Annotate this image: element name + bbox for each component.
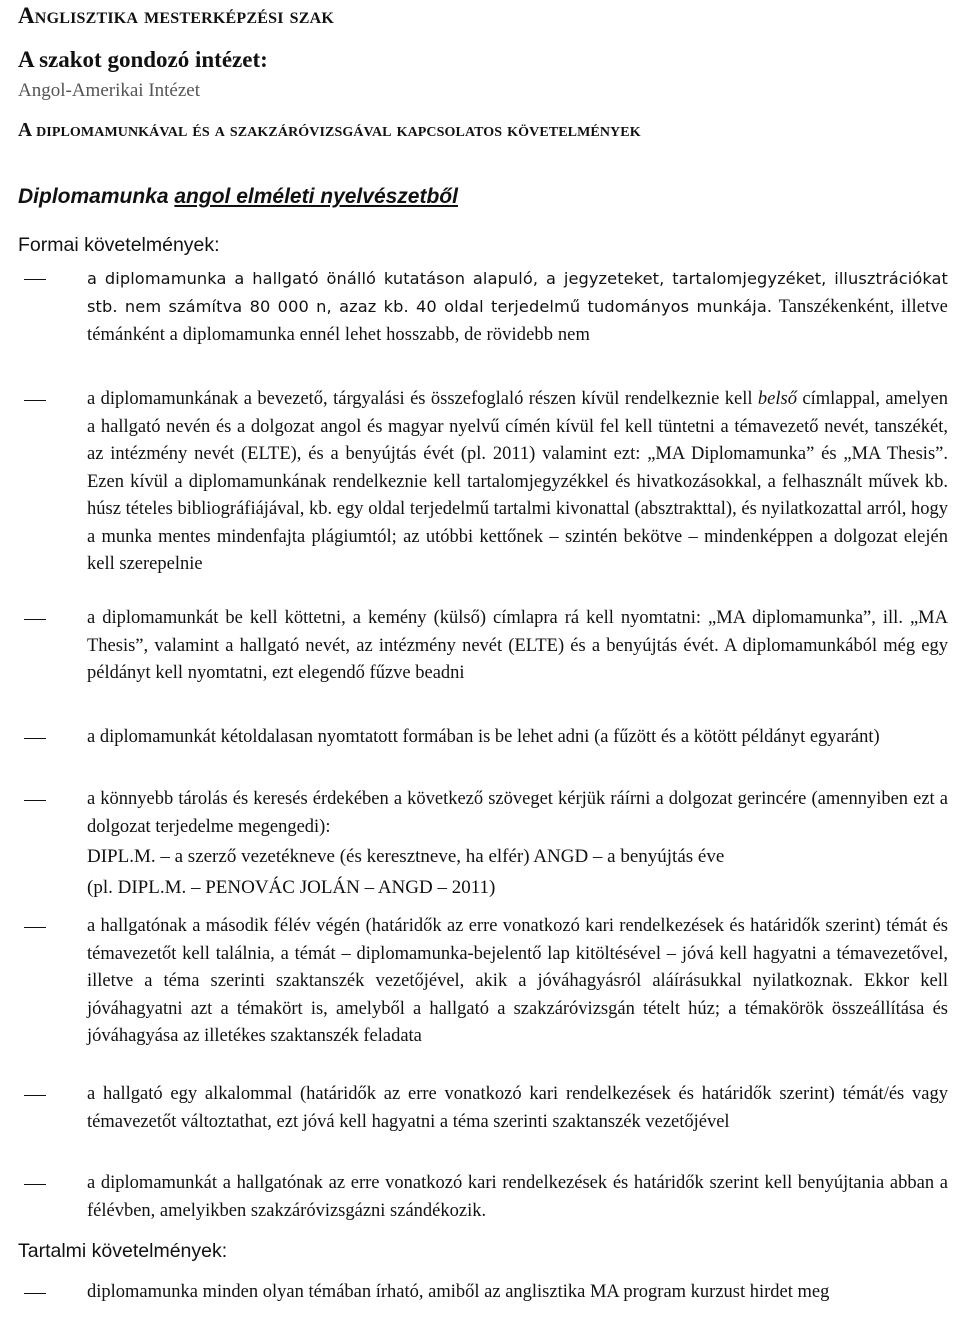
list-item (20, 913, 948, 1051)
content-requirements-heading: Tartalmi követelmények: (18, 1240, 228, 1262)
list-item (20, 1279, 948, 1307)
program-title: Anglisztika mesterképzési szak (18, 3, 334, 28)
list-item-text: a hallgató egy alkalommal (határidők az erre vonatkozó kari rendelkezések és határidők szerint) témát/és vagy témavezetőt változtathat, ezt jóvá kell hagyatni a téma szerinti szaktanszék vezetőjével (87, 1084, 948, 1132)
list-item-text (87, 265, 948, 349)
dash-bullet (24, 738, 46, 739)
dash-bullet (24, 279, 46, 280)
dash-bullet (24, 800, 46, 801)
list-item (20, 386, 948, 579)
institute-name: Angol-Amerikai Intézet (18, 80, 201, 101)
list-item-text-emphasis: belső (757, 389, 797, 409)
list-item-text-tail: Tanszékenként, illetve témánként a diplomamunka ennél lehet hosszabb, de rövidebb nem (87, 297, 948, 345)
thesis-heading-prefix: Diplomamunka (18, 185, 175, 208)
dash-bullet (24, 1293, 46, 1294)
dash-bullet (24, 400, 46, 401)
list-item-text: a diplomamunkát be kell köttetni, a kemény (külső) címlapra rá kell nyomtatni: „MA diplomamunka”, ill. „MA Thesis”, valamint a hallgató nevét, az intézmény nevét (ELTE) és a benyújtás évét. A diplomamunkából még egy példányt kell nyomtatni, ezt elegendő fűzve beadni (87, 608, 948, 683)
dash-bullet (24, 1095, 46, 1096)
list-item-text: a hallgatónak a második félév végén (határidők az erre vonatkozó kari rendelkezések és határidők szerint) témát és témavezetőt kell találnia, a témát – diplomamunka-bejelentő lap kitöltésével – jóvá kell hagyatni a témavezetővel, illetve a téma szerinti szaktanszék vezetőjével, akik a jóváhagyásról aláírásukkal nyilatkoznak. Ekkor kell jóváhagyatni azt a témakört is, amelyből a hallgató a szakzáróvizsgán tételt húz; a témakörök összeállítása és jóváhagyása az illetékes szaktanszék feladata (87, 916, 948, 1046)
list-item (20, 1081, 948, 1136)
list-item-text: a diplomamunkát a hallgatónak az erre vonatkozó kari rendelkezések és határidők szerint kell benyújtania abban a félévben, amelyikben szakzáróvizsgázni szándékozik. (87, 1173, 948, 1221)
dash-bullet (24, 1184, 46, 1185)
list-item-text (87, 386, 948, 579)
list-item-text-before: a diplomamunkának a bevezető, tárgyalási és összefoglaló részen kívül rendelkeznie kell (87, 389, 758, 409)
thesis-heading (18, 185, 458, 209)
list-item (20, 605, 948, 688)
requirements-title: A diplomamunkával és a szakzáróvizsgával kapcsolatos követelmények (18, 120, 641, 141)
spine-example: (pl. DIPL.M. – PENOVÁC JOLÁN – ANGD – 2011) (87, 877, 496, 898)
spine-format: DIPL.M. – a szerző vezetékneve (és keresztneve, ha elfér) ANGD – a benyújtás éve (87, 846, 725, 867)
list-item (20, 1170, 948, 1225)
list-item (20, 786, 948, 841)
list-item (20, 265, 948, 349)
dash-bullet (24, 619, 46, 620)
list-item-text: a könnyebb tárolás és keresés érdekében a következő szöveget kérjük ráírni a dolgozat gerincére (amennyiben ezt a dolgozat terjedelme megengedi): (87, 789, 948, 837)
formal-requirements-heading: Formai követelmények: (18, 234, 220, 256)
list-item-text-after: címlappal, amelyen a hallgató nevén és a dolgozat angol és magyar nyelvű címén kívül fel kell tüntetni a témavezető nevét, tanszékét, az intézmény nevét (ELTE), és a benyújtás évét (pl. 2011) valamint ezt: „MA Diplomamunka” és „MA Thesis”. Ezen kívül a diplomamunkának rendelkeznie kell tartalomjegyzékkel és hivatkozásokkal, a felhasznált művek kb. húsz tételes bibliográfiájával, kb. egy oldal terjedelmű tartalmi kivonattal (absztrakttal), és nyilatkozattal arról, hogy a munka mentes mindenfajta plágiumtól; az utóbbi kettőnek – szintén bekötve – mindenképpen a dolgozat elején kell szerepelnie (87, 389, 949, 574)
dash-bullet (24, 927, 46, 928)
thesis-heading-topic: angol elméleti nyelvészetből (174, 185, 458, 208)
list-item-text: diplomamunka minden olyan témában írható, amiből az anglisztika MA program kurzust hirdet meg (87, 1282, 830, 1302)
list-item (20, 724, 948, 752)
institute-label: A szakot gondozó intézet: (18, 47, 268, 72)
list-item-text-main: a diplomamunka a hallgató önálló kutatáson alapuló, a jegyzeteket, tartalomjegyzéket, illusztrációkat stb. nem számítva 80 000 n, azaz kb. 40 oldal terjedelmű tudományos munkája. (87, 269, 948, 316)
list-item-text: a diplomamunkát kétoldalasan nyomtatott formában is be lehet adni (a fűzött és a kötött példányt egyaránt) (87, 727, 880, 747)
